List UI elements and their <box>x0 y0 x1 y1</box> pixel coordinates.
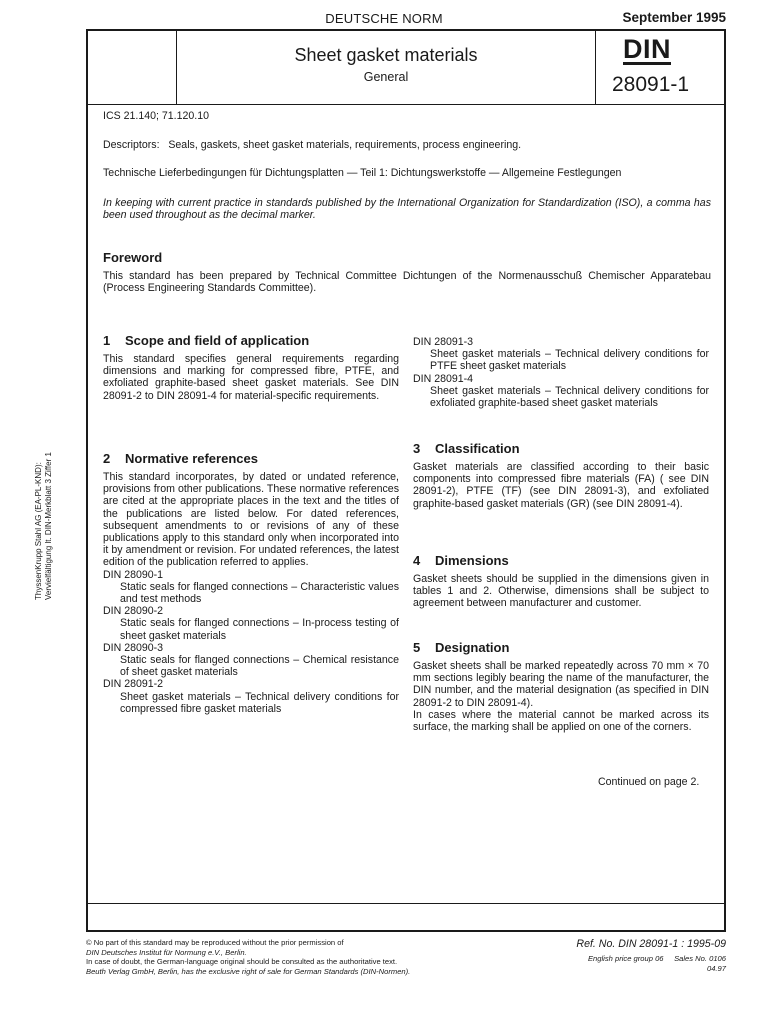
din-logo-text: DIN <box>623 34 671 64</box>
copyright-line: DIN Deutsches Institut für Normung e.V., Berlin. <box>86 947 247 957</box>
copyright-line: In case of doubt, the German-language original should be consulted as the authoritative text. <box>86 957 398 967</box>
reference-desc: Static seals for flanged connections – In-process testing of sheet gasket materials <box>120 617 399 642</box>
reference-code: DIN 28090-1 <box>103 568 164 581</box>
reference-code: DIN 28091-3 <box>413 336 474 348</box>
reference-desc: Sheet gasket materials – Technical delivery conditions for exfoliated graphite-based sheet gasket materials <box>430 384 709 410</box>
price-group: English price group 06 Sales No. 0106 <box>587 954 726 963</box>
divider <box>86 903 726 904</box>
section-text: Gasket sheets shall be marked repeatedly across 70 mm × 70 mm sections legibly bearing the name of the manufacturer, the DIN number, and the material designation (as specified in DIN 28091-2 to DIN 28091-4). <box>413 660 709 709</box>
divider <box>176 29 177 105</box>
reference-code: DIN 28090-3 <box>103 641 164 654</box>
section-5 <box>413 640 709 733</box>
section-text: In cases where the material cannot be marked across its surface, the marking shall be applied on one of the corners. <box>413 708 709 734</box>
reference-code: DIN 28091-4 <box>413 372 474 385</box>
copyright-line: Beuth Verlag GmbH, Berlin, has the exclusive right of sale for German Standards (DIN-Normen). <box>86 966 411 976</box>
section-text: Gasket sheets should be supplied in the dimensions given in tables 1 and 2. Otherwise, dimensions shall be subject to agreement between manufacturer and customer. <box>413 573 709 610</box>
section-heading: 5 Designation <box>413 640 510 655</box>
ics-code: ICS 21.140; 71.120.10 <box>103 110 210 122</box>
reference-code: DIN 28091-2 <box>103 678 164 691</box>
reference-desc: Static seals for flanged connections – Chemical resistance of sheet gasket materials <box>120 654 399 679</box>
price-info <box>540 954 726 973</box>
references-continued <box>413 336 709 409</box>
din-logo <box>623 34 671 65</box>
date-code: 04.97 <box>706 963 726 973</box>
section-3 <box>413 441 709 510</box>
section-heading: 1 Scope and field of application <box>103 333 310 348</box>
section-text: This standard incorporates, by dated or undated reference, provisions from other publications. These normative references are cited at the appropriate places in the text and the titles of the publications are listed below. For dated references, subsequent amendments to or revisions of any of these publications apply to this standard only when incorporated into it by amendment or revision. For undated references, the latest edition of the publication referred to applies. <box>103 471 399 569</box>
side-note-line: Vervielfältigung lt. DIN-Merkblatt 3 Ziffer 1 <box>44 452 53 600</box>
section-text: Gasket materials are classified according to their basic components into compressed fibre materials (FA) ( see DIN 28091-2), PTFE (TF) (see DIN 28091-3), and exfoliated graphite-based gasket materials (GR) (see DIN 28091-4). <box>413 461 709 510</box>
divider <box>595 29 596 105</box>
section-heading: 4 Dimensions <box>413 553 509 568</box>
reference-desc: Static seals for flanged connections – Characteristic values and test methods <box>120 580 399 606</box>
section-heading: 3 Classification <box>413 441 520 456</box>
din-number: 28091-1 <box>612 73 690 96</box>
doc-header-norm: DEUTSCHE NORM <box>325 11 443 26</box>
german-title: Technische Lieferbedingungen für Dichtungsplatten — Teil 1: Dichtungswerkstoffe — Allgemeine Festlegungen <box>103 167 622 179</box>
iso-note: In keeping with current practice in standards published by the International Organization for Standardization (ISO), a comma has been used throughout as the decimal marker. <box>103 197 711 222</box>
reference-code: DIN 28090-2 <box>103 605 164 618</box>
continued-note: Continued on page 2. <box>598 776 700 788</box>
section-heading: 2 Normative references <box>103 451 258 466</box>
ref-number: Ref. No. DIN 28091-1 : 1995-09 <box>576 938 726 950</box>
descriptors: Descriptors: Seals, gaskets, sheet gasket materials, requirements, process engineering. <box>103 139 522 151</box>
foreword-text: This standard has been prepared by Technical Committee Dichtungen of the Normenausschuß Chemischer Apparatebau (Process Engineering Standards Committee). <box>103 270 711 295</box>
section-2 <box>103 451 399 715</box>
section-text: This standard specifies general requirements regarding dimensions and marking for compressed fibre, PTFE, and exfoliated graphite-based sheet gasket materials. See DIN 28091-2 to DIN 28091-4 for material-specific requirements. <box>103 353 399 402</box>
copyright-notice <box>86 938 546 976</box>
copyright-line: © No part of this standard may be reproduced without the prior permission of <box>86 938 344 947</box>
side-note-line: ThyssenKrupp Stahl AG (EA-PL-KND): <box>34 462 43 600</box>
section-1 <box>103 333 399 402</box>
doc-title: Sheet gasket materials <box>294 45 478 65</box>
doc-date: September 1995 <box>622 10 726 25</box>
section-4 <box>413 553 709 610</box>
foreword-heading: Foreword <box>103 250 163 265</box>
doc-subtitle: General <box>363 70 409 84</box>
reference-desc: Sheet gasket materials – Technical delivery conditions for PTFE sheet gasket materials <box>430 348 709 373</box>
reference-desc: Sheet gasket materials – Technical delivery conditions for compressed fibre gasket materials <box>120 690 399 715</box>
side-note <box>34 452 54 600</box>
